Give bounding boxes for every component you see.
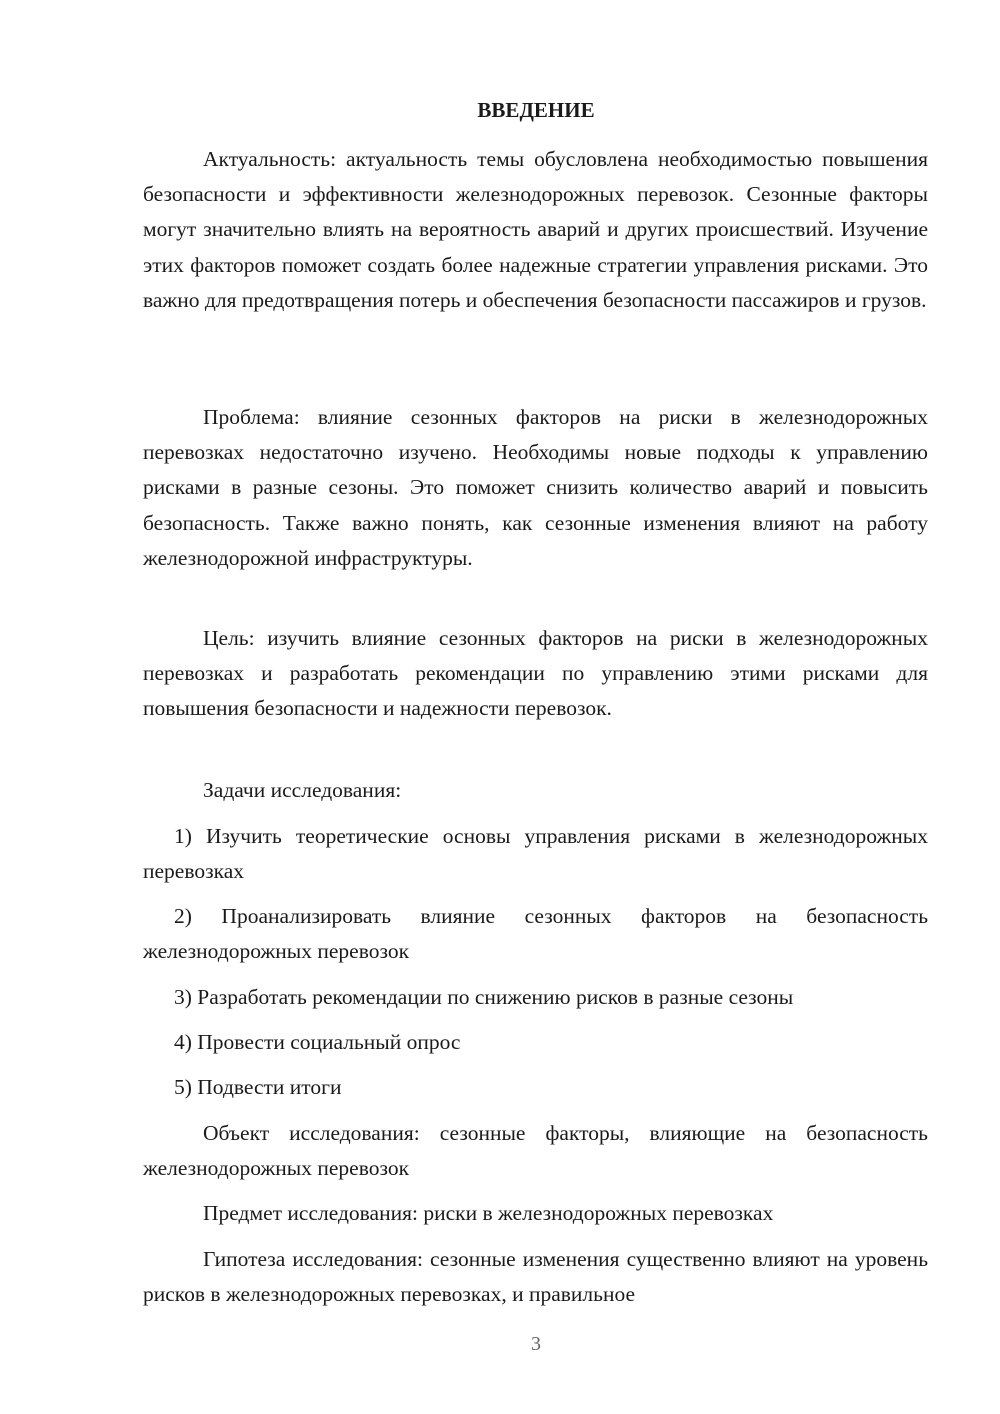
task-item-4: 4) Провести социальный опрос: [174, 1030, 461, 1054]
task-item-5: 5) Подвести итоги: [174, 1075, 342, 1099]
paragraph-hypothesis: Гипотеза исследования: сезонные изменения существенно влияют на уровень рисков в железнодорожных перевозках, и правильное: [143, 1247, 928, 1307]
paragraph-goal: Цель: изучить влияние сезонных факторов на риски в железнодорожных перевозках и разработать рекомендации по управлению этими рисками для повышения безопасности и надежности перевозок.: [143, 626, 928, 721]
paragraph-relevance: Актуальность: актуальность темы обусловлена необходимостью повышения безопасности и эффективности железнодорожных перевозок. Сезонные факторы могут значительно влиять на вероятность аварий и других происшествий. Изучение этих факторов поможет создать более надежные стратегии управления рисками. Это важно для предотвращения потерь и обеспечения безопасности пассажиров и грузов.: [143, 147, 928, 312]
paragraph-problem: Проблема: влияние сезонных факторов на риски в железнодорожных перевозках недостаточно изучено. Необходимы новые подходы к управлению рисками в разные сезоны. Это поможет снизить количество аварий и повысить безопасность. Также важно понять, как сезонные изменения влияют на работу железнодорожной инфраструктуры.: [143, 405, 928, 570]
paragraph-object: Объект исследования: сезонные факторы, влияющие на безопасность железнодорожных перевозок: [143, 1121, 928, 1181]
task-item-3: 3) Разработать рекомендации по снижению рисков в разные сезоны: [174, 985, 794, 1009]
task-item-2: 2) Проанализировать влияние сезонных факторов на безопасность железнодорожных перевозок: [143, 904, 928, 964]
tasks-heading: Задачи исследования:: [203, 778, 402, 802]
page-number: 3: [531, 1333, 541, 1355]
paragraph-subject: Предмет исследования: риски в железнодорожных перевозках: [203, 1201, 774, 1225]
section-heading: ВВЕДЕНИЕ: [477, 98, 595, 122]
task-item-1: 1) Изучить теоретические основы управления рисками в железнодорожных перевозках: [143, 824, 928, 884]
